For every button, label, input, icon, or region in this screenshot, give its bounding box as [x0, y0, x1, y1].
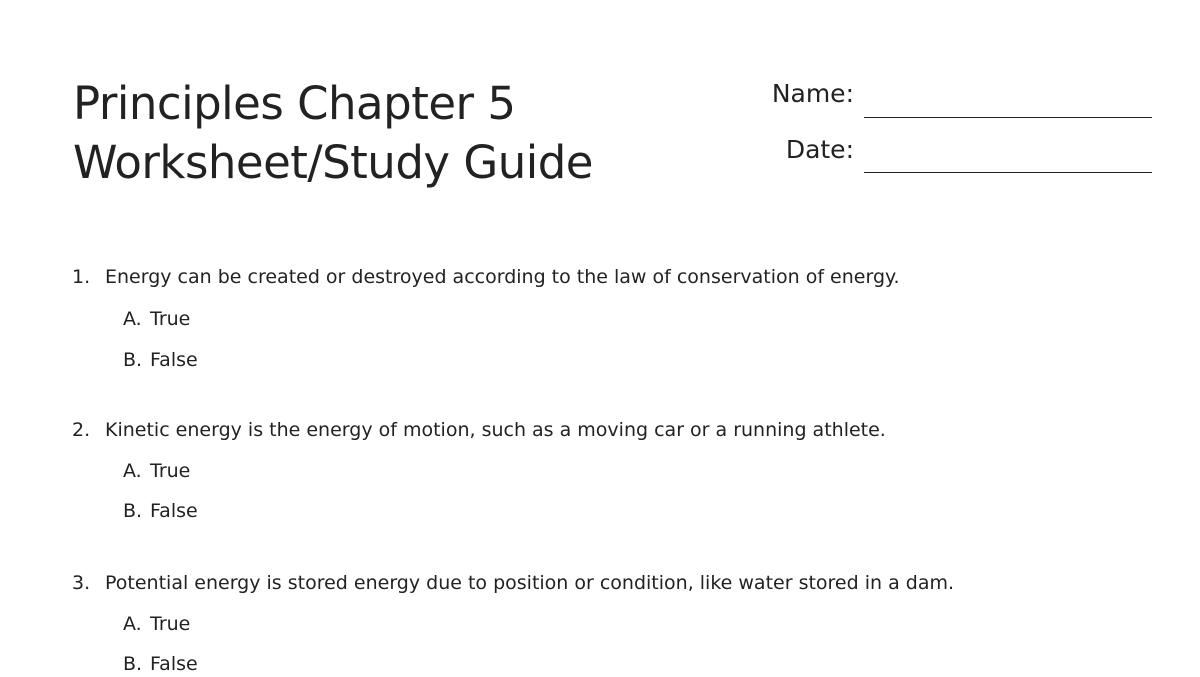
question-2-option-b[interactable]: [123, 498, 198, 524]
question-2-option-a[interactable]: [123, 458, 190, 484]
name-label: Name:: [771, 79, 854, 108]
question-1-text: Energy can be created or destroyed according to the law of conservation of energy.: [105, 266, 900, 288]
option-label: False: [150, 349, 198, 371]
date-label: Date:: [785, 135, 854, 164]
option-letter: A.: [123, 308, 142, 330]
question-2-number: 2.: [72, 419, 91, 441]
question-3: [72, 570, 954, 596]
question-1-option-b[interactable]: [123, 347, 198, 373]
option-letter: A.: [123, 460, 142, 482]
option-label: True: [150, 460, 191, 482]
question-1-option-a[interactable]: [123, 306, 190, 332]
question-2-text: Kinetic energy is the energy of motion, such as a moving car or a running athlete.: [105, 419, 886, 441]
option-label: False: [150, 653, 198, 675]
option-letter: B.: [123, 349, 143, 371]
option-label: True: [150, 308, 191, 330]
question-3-text: Potential energy is stored energy due to position or condition, like water stored in a dam.: [105, 572, 955, 594]
option-label: True: [150, 613, 191, 635]
question-3-option-b[interactable]: [123, 651, 198, 677]
option-letter: A.: [123, 613, 142, 635]
option-label: False: [150, 500, 198, 522]
question-1-number: 1.: [72, 266, 91, 288]
option-letter: B.: [123, 653, 143, 675]
question-1: [72, 264, 900, 290]
title-line-1: Principles Chapter 5: [73, 77, 516, 130]
question-2: [72, 417, 886, 443]
option-letter: B.: [123, 500, 143, 522]
question-3-option-a[interactable]: [123, 611, 190, 637]
question-3-number: 3.: [72, 572, 91, 594]
title-line-2: Worksheet/Study Guide: [73, 136, 593, 189]
